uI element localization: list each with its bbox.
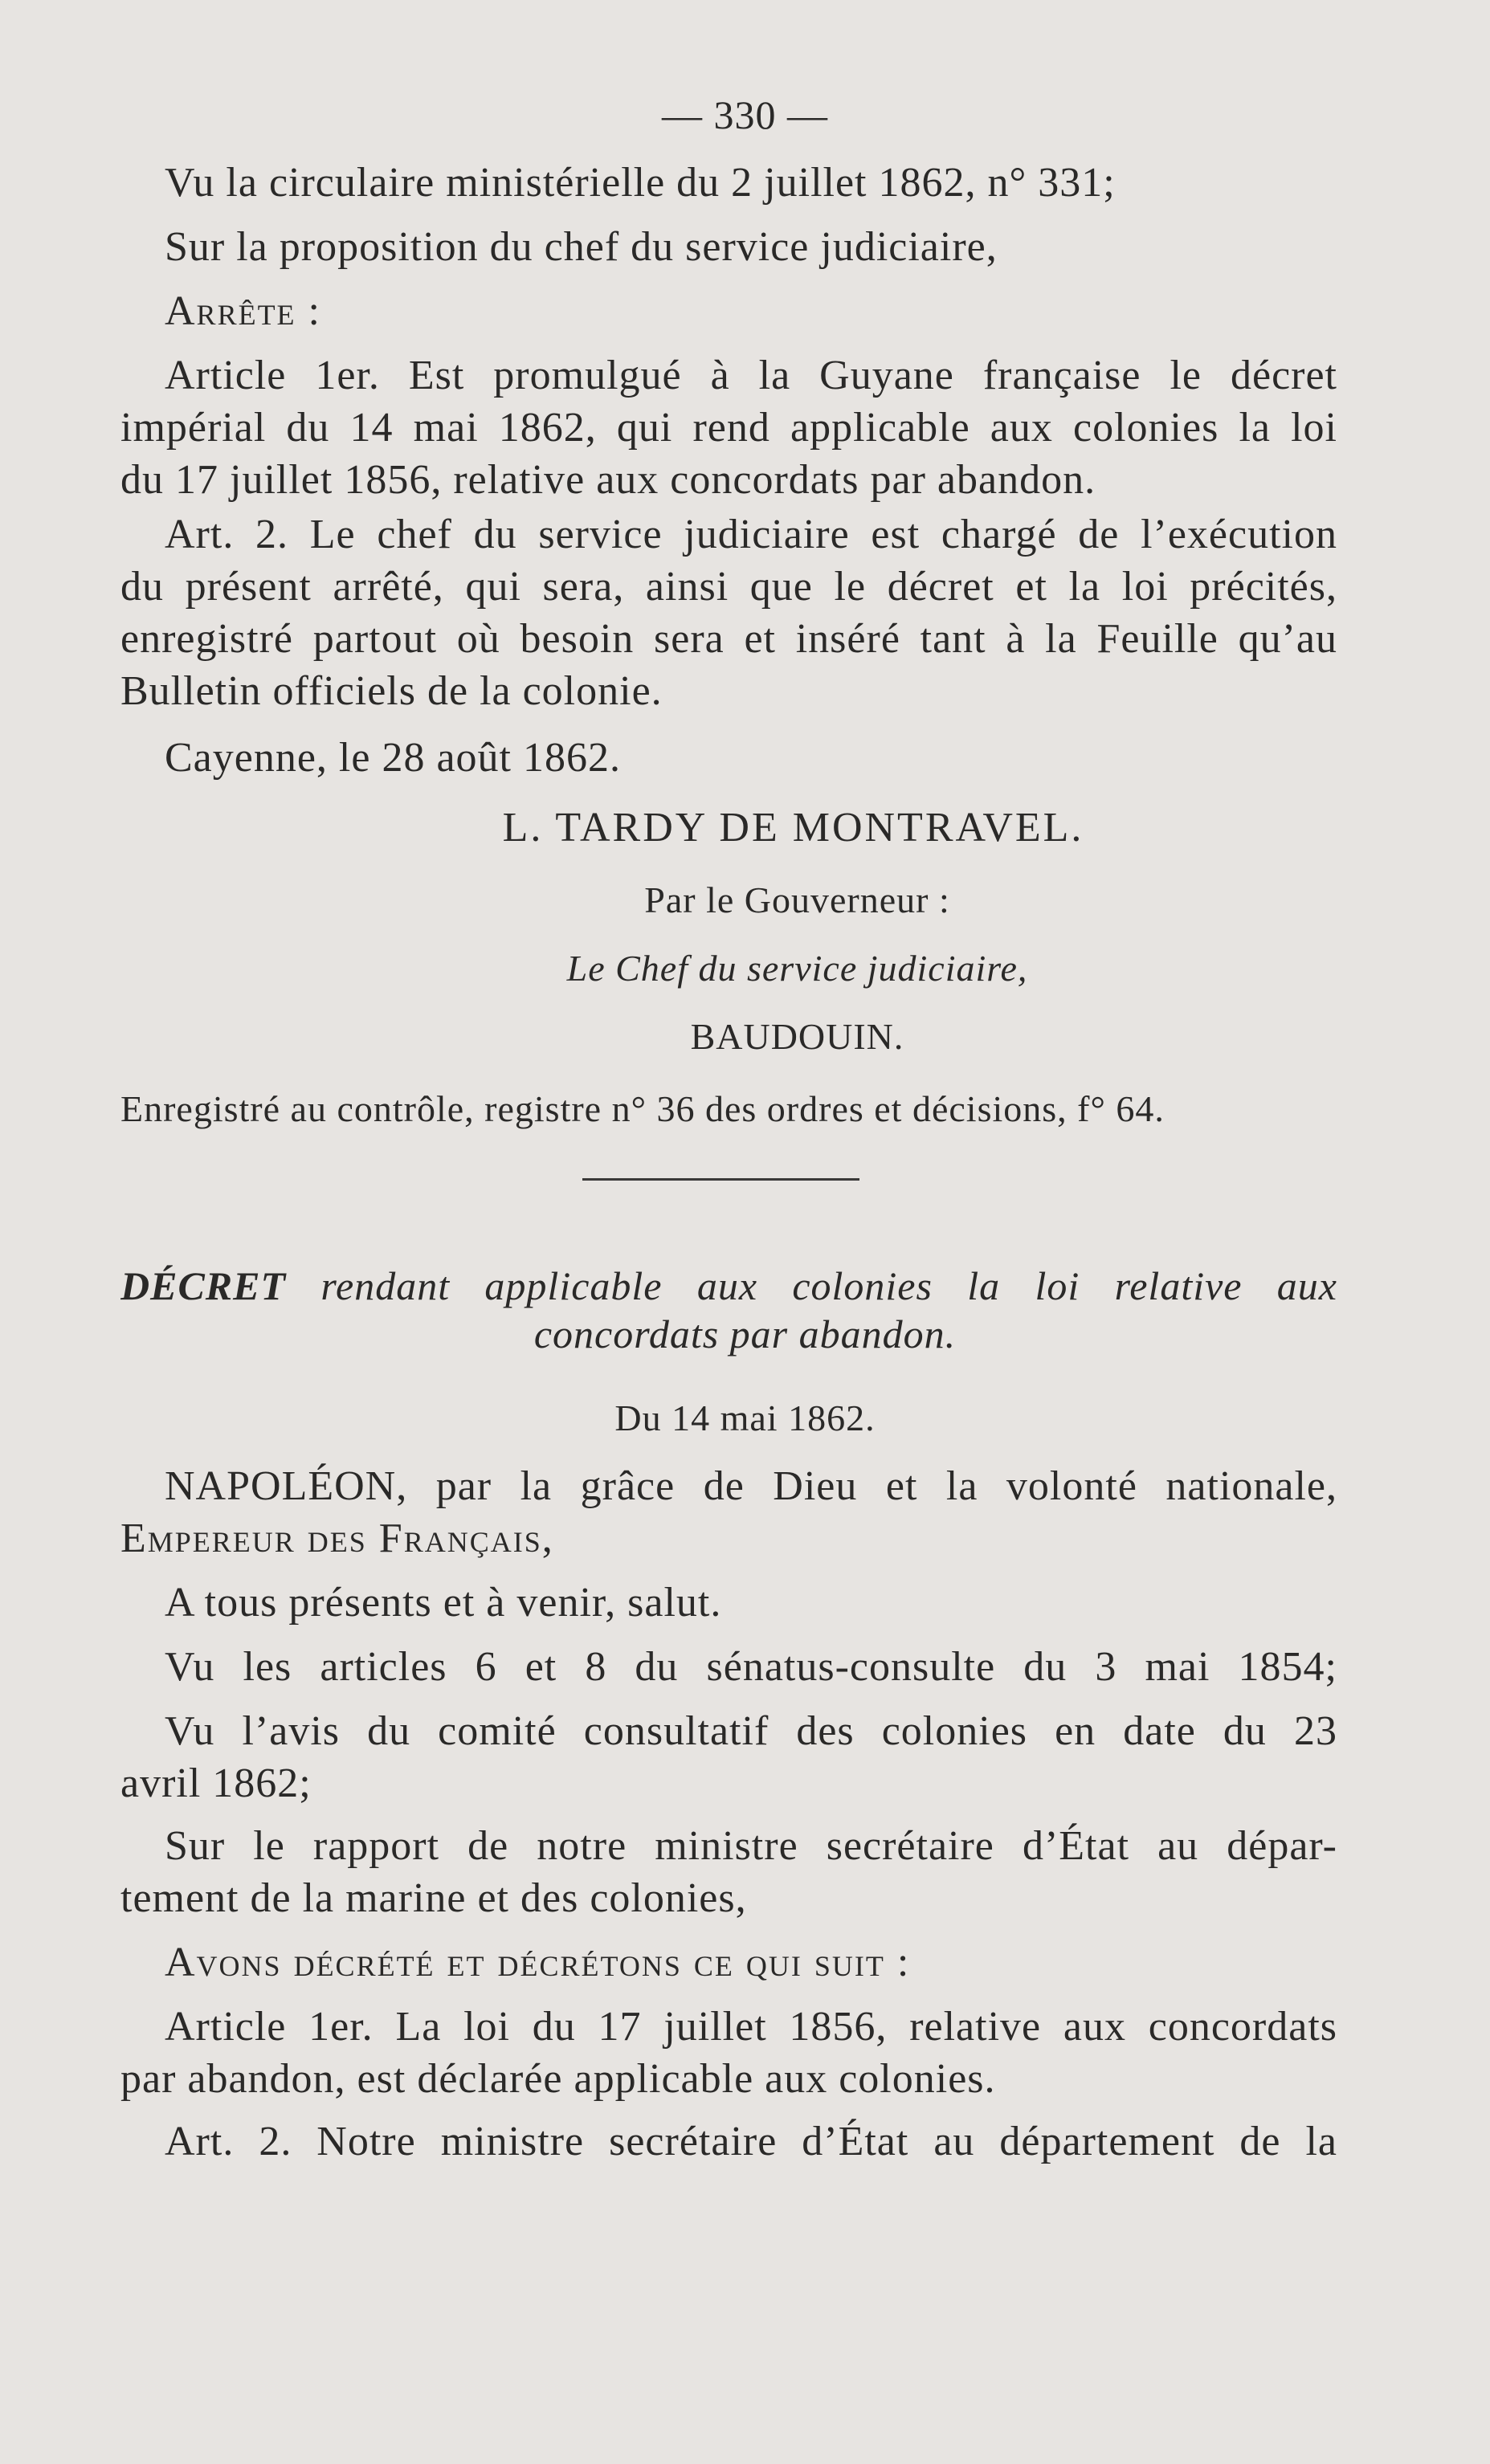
place-date: Cayenne, le 28 août 1862. xyxy=(165,735,621,781)
registration-note: Enregistré au contrôle, registre n° 36 des ordres et décisions, f° 64. xyxy=(120,1088,1165,1129)
vu-articles: Vu les articles 6 et 8 du sénatus-consulte du 3 mai 1854; xyxy=(165,1644,1337,1690)
decret-article1-line: par abandon, est déclarée applicable aux colonies. xyxy=(120,2056,996,2102)
decret-article1-line: Article 1er. La loi du 17 juillet 1856, relative aux concordats xyxy=(165,2004,1337,2050)
decret-title-line1 xyxy=(120,1261,1337,1311)
decret-date: Du 14 mai 1862. xyxy=(614,1397,876,1438)
arrete-article1-line: Article 1er. Est promulgué à la Guyane française le décret xyxy=(165,353,1337,398)
page-number: — 330 — xyxy=(662,92,828,137)
arrete-article2-line: Bulletin officiels de la colonie. xyxy=(120,668,663,714)
sur-rapport-line: tement de la marine et des colonies, xyxy=(120,1875,747,1921)
napoleon-line: NAPOLÉON, par la grâce de Dieu et la volonté nationale, xyxy=(165,1463,1337,1509)
vu-avis-line: Vu l’avis du comité consultatif des colonies en date du 23 xyxy=(165,1708,1337,1754)
arrete-article2-line: Art. 2. Le chef du service judiciaire est chargé de l’exécution xyxy=(165,512,1337,557)
decret-title-line2: concordats par abandon. xyxy=(533,1312,957,1356)
sur-rapport-line: Sur le rapport de notre ministre secrétaire d’État au dépar- xyxy=(165,1823,1337,1869)
decret-title-bold: DÉCRET xyxy=(120,1263,287,1308)
baudouin: BAUDOUIN. xyxy=(690,1016,904,1057)
chef-service: Le Chef du service judiciaire, xyxy=(566,948,1028,989)
decret-title-rest: rendant applicable aux colonies la loi relative aux xyxy=(320,1263,1337,1308)
arrete-article2-line: enregistré partout où besoin sera et inséré tant à la Feuille qu’au xyxy=(120,616,1337,662)
sur-proposition: Sur la proposition du chef du service judiciaire, xyxy=(165,224,998,270)
salut-line: A tous présents et à venir, salut. xyxy=(165,1580,722,1626)
avons-decrete: Avons décrété et décrétons ce qui suit : xyxy=(165,1940,911,1985)
decret-article2-line: Art. 2. Notre ministre secrétaire d’État au département de la xyxy=(165,2119,1337,2164)
section-divider xyxy=(582,1178,859,1181)
arrete-article1-line: impérial du 14 mai 1862, qui rend applicable aux colonies la loi xyxy=(120,405,1337,451)
arrete-label: Arrête : xyxy=(165,288,321,334)
arrete-article1-line: du 17 juillet 1856, relative aux concordats par abandon. xyxy=(120,457,1096,503)
par-gouverneur: Par le Gouverneur : xyxy=(644,879,950,920)
empereur-line: Empereur des Français, xyxy=(120,1516,554,1561)
vu-circulaire: Vu la circulaire ministérielle du 2 juillet 1862, n° 331; xyxy=(165,160,1116,206)
vu-avis-line: avril 1862; xyxy=(120,1760,312,1806)
arrete-article2-line: du présent arrêté, qui sera, ainsi que le décret et la loi précités, xyxy=(120,564,1337,610)
signatory: L. TARDY DE MONTRAVEL. xyxy=(502,805,1084,851)
